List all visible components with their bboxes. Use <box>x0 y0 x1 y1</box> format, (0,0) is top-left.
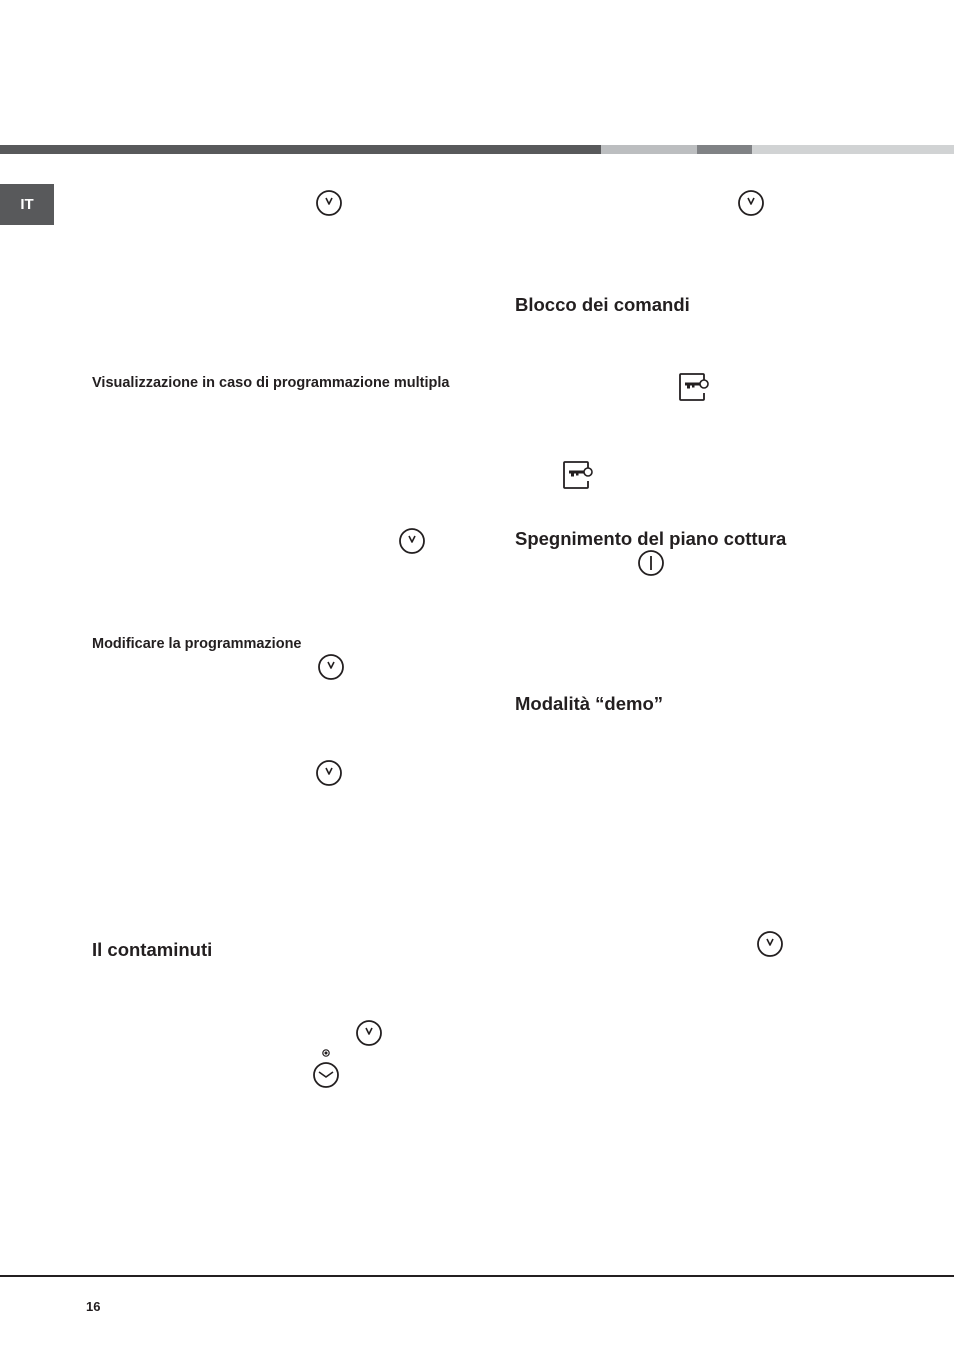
clock-timer-icon <box>737 189 765 217</box>
key-lock-icon <box>562 460 594 490</box>
clock-timer-icon <box>315 189 343 217</box>
clock-timer-icon <box>355 1019 383 1047</box>
subheading-modify-programming: Modificare la programmazione <box>92 636 302 652</box>
section-minute-timer-heading: Il contaminuti <box>92 939 213 960</box>
clock-timer-icon <box>398 527 426 555</box>
key-lock-icon <box>678 372 710 402</box>
section-lock-heading: Blocco dei comandi <box>515 294 690 315</box>
section-demo-heading: Modalità “demo” <box>515 693 664 714</box>
stopwatch-icon <box>311 1046 341 1090</box>
power-icon <box>637 549 665 577</box>
header-bar-dark <box>0 145 601 154</box>
clock-timer-icon <box>315 759 343 787</box>
language-tab <box>0 184 54 225</box>
section-switch-off-heading: Spegnimento del piano cottura <box>515 528 787 549</box>
language-tab-label: IT <box>20 196 34 213</box>
clock-timer-icon <box>317 653 345 681</box>
header-bar-mid <box>697 145 752 154</box>
subheading-multiple-programming: Visualizzazione in caso di programmazione multipla <box>92 375 450 391</box>
page-number: 16 <box>86 1299 101 1314</box>
header-bar-pale <box>752 145 954 154</box>
header-bar-light <box>601 145 697 154</box>
footer-rule <box>0 1275 954 1277</box>
clock-timer-icon <box>756 930 784 958</box>
